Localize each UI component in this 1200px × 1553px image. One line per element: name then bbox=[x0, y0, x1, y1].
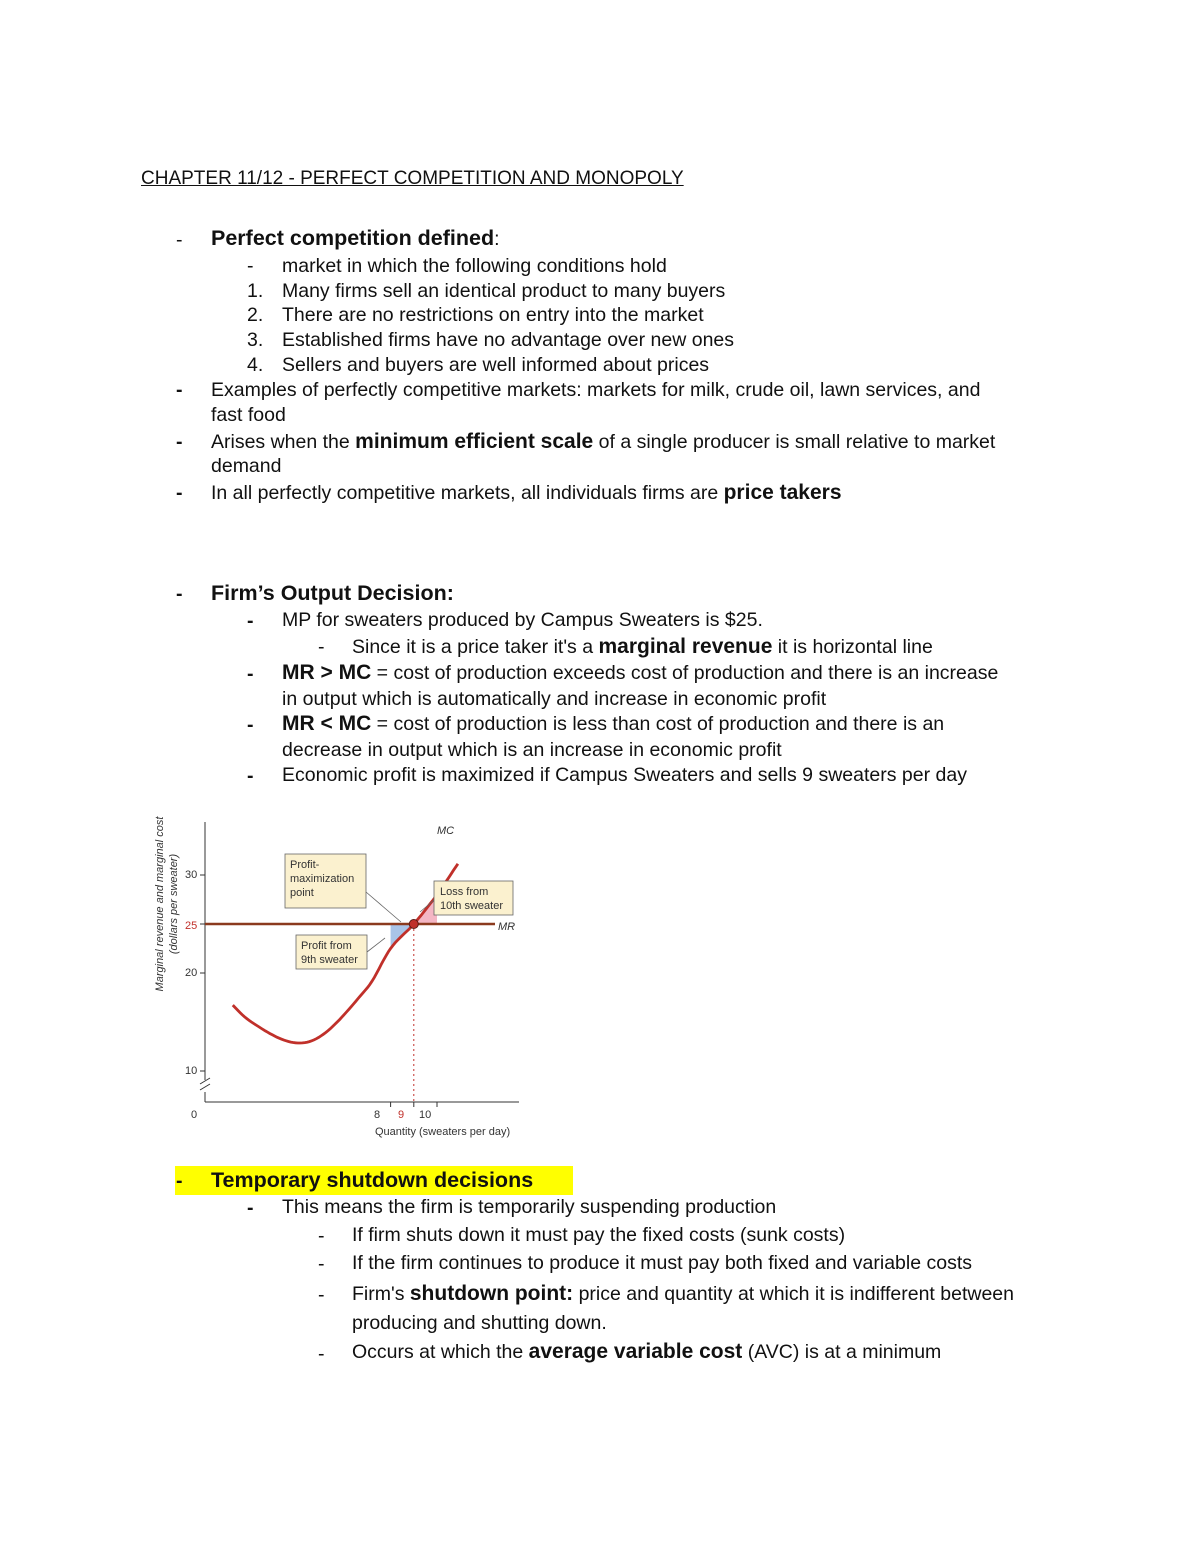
callout-profit-max-pointer bbox=[366, 892, 401, 922]
bullet-dash: - bbox=[176, 583, 183, 605]
x-tick-label-10: 10 bbox=[419, 1109, 432, 1121]
mr-lt-mc-line1 bbox=[282, 712, 944, 736]
bullet-dash: - bbox=[176, 431, 183, 453]
bullet-dash: - bbox=[247, 765, 254, 787]
list-number: 3. bbox=[247, 329, 264, 351]
text-run: Occurs at which the bbox=[352, 1341, 529, 1363]
text-run: = cost of production is less than cost of production and there is an bbox=[371, 713, 945, 735]
callout-profit-line1: Profit from bbox=[301, 940, 352, 952]
x-axis-label: Quantity (sweaters per day) bbox=[375, 1126, 511, 1138]
profit-max-point bbox=[409, 920, 418, 929]
bullet-dash: - bbox=[176, 229, 183, 251]
bullet-dash: - bbox=[176, 1170, 183, 1192]
bullet-dash: - bbox=[247, 1197, 254, 1219]
callout-loss-line1: Loss from bbox=[440, 886, 489, 898]
condition-item: Sellers and buyers are well informed about prices bbox=[282, 354, 710, 376]
mes-text-line2: demand bbox=[211, 455, 282, 477]
text-run: Firm's bbox=[352, 1283, 410, 1305]
definition-text: market in which the following conditions hold bbox=[282, 255, 667, 277]
y-axis-label-line2: (dollars per sweater) bbox=[168, 853, 180, 955]
callout-profit-max-line3: point bbox=[290, 887, 314, 899]
list-number: 2. bbox=[247, 304, 264, 326]
text-run: (AVC) is at a minimum bbox=[742, 1341, 942, 1363]
text-run: Since it is a price taker it's a bbox=[352, 636, 599, 658]
fixed-costs-text: If firm shuts down it must pay the fixed costs (sunk costs) bbox=[352, 1224, 846, 1246]
text-run: it is horizontal line bbox=[772, 636, 933, 658]
shutdown-point-line1 bbox=[352, 1282, 1014, 1306]
section-shutdown-heading: Temporary shutdown decisions bbox=[211, 1168, 534, 1192]
bullet-dash: - bbox=[176, 379, 183, 401]
mes-text-line1 bbox=[211, 430, 995, 454]
mr-gt-mc-line1 bbox=[282, 661, 998, 685]
mr-gt-mc-line2: in output which is automatically and increase in economic profit bbox=[282, 688, 827, 710]
callout-profit-max-line1: Profit- bbox=[290, 859, 320, 871]
term-mr-gt-mc: MR > MC bbox=[282, 661, 372, 684]
y-axis-label-line1: Marginal revenue and marginal cost bbox=[154, 816, 166, 992]
y-tick-label-25: 25 bbox=[185, 920, 198, 932]
section-output-decision-heading: Firm’s Output Decision: bbox=[211, 581, 454, 605]
bullet-dash: - bbox=[247, 255, 254, 277]
term-shutdown-point: shutdown point: bbox=[409, 1282, 574, 1305]
bullet-dash: - bbox=[318, 1284, 325, 1306]
text-run: Arises when the bbox=[211, 431, 356, 453]
term-mr-lt-mc: MR < MC bbox=[282, 712, 372, 735]
text-run: In all perfectly competitive markets, all individuals firms are bbox=[211, 482, 724, 504]
bullet-dash: - bbox=[318, 1253, 325, 1275]
term-minimum-efficient-scale: minimum efficient scale bbox=[355, 430, 594, 453]
text-run: = cost of production exceeds cost of production and there is an increase bbox=[371, 662, 999, 684]
examples-text-line2: fast food bbox=[211, 404, 286, 426]
profit-maximized-text: Economic profit is maximized if Campus Sweaters and sells 9 sweaters per day bbox=[282, 764, 967, 786]
callout-profit-pointer bbox=[367, 938, 385, 952]
heading-text: Perfect competition defined bbox=[211, 226, 495, 250]
mr-lt-mc-line2: decrease in output which is an increase in economic profit bbox=[282, 739, 782, 761]
heading-suffix: : bbox=[494, 228, 500, 250]
x-tick-label-9: 9 bbox=[398, 1109, 405, 1121]
page-title: CHAPTER 11/12 - PERFECT COMPETITION AND MONOPOLY bbox=[141, 168, 684, 189]
mp-text: MP for sweaters produced by Campus Sweaters is $25. bbox=[282, 609, 763, 631]
section-perfect-competition-heading bbox=[211, 226, 500, 251]
term-marginal-revenue: marginal revenue bbox=[598, 635, 773, 658]
bullet-dash: - bbox=[247, 714, 254, 736]
condition-item: There are no restrictions on entry into the market bbox=[282, 304, 704, 326]
bullet-dash: - bbox=[318, 636, 325, 658]
text-run: price and quantity at which it is indifferent between bbox=[573, 1283, 1014, 1305]
mc-curve-label: MC bbox=[437, 825, 455, 837]
examples-text-line1: Examples of perfectly competitive markets: markets for milk, crude oil, lawn services, and bbox=[211, 379, 981, 401]
y-tick-label-30: 30 bbox=[185, 869, 198, 881]
bullet-dash: - bbox=[318, 1225, 325, 1247]
origin-label: 0 bbox=[191, 1109, 198, 1121]
variable-costs-text: If the firm continues to produce it must pay both fixed and variable costs bbox=[352, 1252, 972, 1274]
mr-line-label: MR bbox=[498, 921, 516, 933]
bullet-dash: - bbox=[176, 482, 183, 504]
y-tick-label-20: 20 bbox=[185, 967, 198, 979]
callout-profit-line2: 9th sweater bbox=[301, 954, 358, 966]
mr-mc-chart bbox=[145, 812, 545, 1142]
marginal-revenue-text bbox=[352, 635, 933, 659]
x-tick-label-8: 8 bbox=[374, 1109, 381, 1121]
callout-profit-max-line2: maximization bbox=[290, 873, 355, 885]
list-number: 1. bbox=[247, 280, 264, 302]
bullet-dash: - bbox=[318, 1343, 325, 1365]
shutdown-meaning-text: This means the firm is temporarily suspending production bbox=[282, 1196, 777, 1218]
bullet-dash: - bbox=[247, 663, 254, 685]
price-takers-text bbox=[211, 481, 842, 505]
bullet-dash: - bbox=[247, 610, 254, 632]
text-run: of a single producer is small relative to market bbox=[593, 431, 996, 453]
term-price-takers: price takers bbox=[723, 481, 842, 504]
y-tick-label-10: 10 bbox=[185, 1065, 198, 1077]
shutdown-point-line2: producing and shutting down. bbox=[352, 1312, 607, 1334]
condition-item: Established firms have no advantage over new ones bbox=[282, 329, 735, 351]
callout-loss-line2: 10th sweater bbox=[440, 900, 503, 912]
condition-item: Many firms sell an identical product to many buyers bbox=[282, 280, 726, 302]
term-average-variable-cost: average variable cost bbox=[528, 1340, 743, 1363]
avc-text bbox=[352, 1340, 941, 1364]
list-number: 4. bbox=[247, 354, 264, 376]
